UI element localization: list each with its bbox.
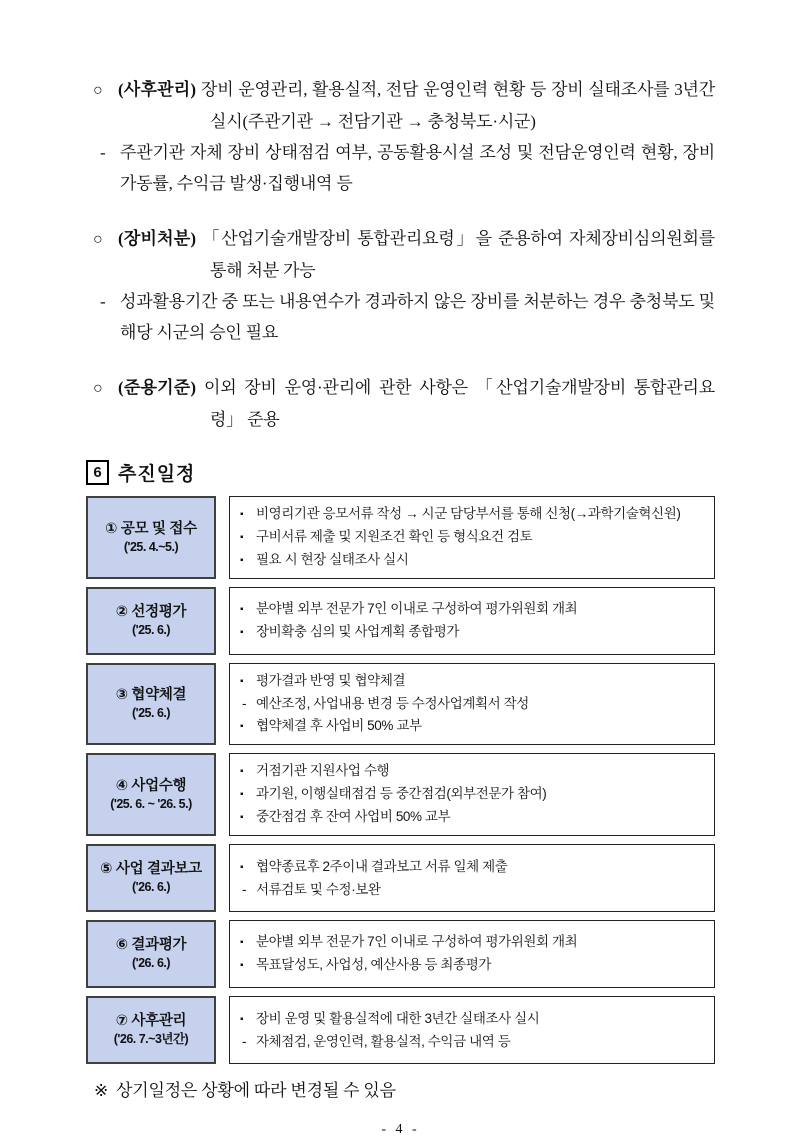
step-date: ('26. 6.) — [131, 956, 171, 970]
schedule-item — [240, 526, 704, 549]
square-bullet-icon: ▪ — [240, 766, 244, 777]
schedule-item-text: 협약체결 후 사업비 50% 교부 — [256, 718, 422, 733]
section-title-text: 추진일정 — [118, 464, 196, 485]
schedule-item — [240, 760, 704, 783]
square-bullet-icon: ▪ — [240, 627, 244, 638]
schedule-step-cell — [86, 920, 216, 988]
schedule-desc-cell — [229, 496, 715, 579]
schedule-item-text: 목표달성도, 사업성, 예산사용 등 최종평가 — [256, 957, 492, 972]
dash-bullet-icon: - — [242, 1033, 247, 1049]
step-label: ⑥ 결과평가 — [115, 937, 187, 953]
sub-item — [86, 286, 715, 348]
dash-bullet-icon: - — [100, 143, 106, 162]
schedule-item-text: 필요 시 현장 실태조사 실시 — [256, 552, 409, 567]
schedule-item — [240, 549, 704, 572]
step-label: ④ 사업수행 — [115, 777, 187, 794]
schedule-desc-cell — [229, 844, 715, 912]
schedule-item-text: 장비 운영 및 활용실적에 대한 3년간 실태조사 실시 — [256, 1010, 540, 1026]
bullet-text: 이외 장비 운영·관리에 관한 사항은 「산업기술개발장비 통합관리요령」 준용 — [204, 378, 715, 429]
square-bullet-icon: ▪ — [240, 960, 244, 971]
square-bullet-icon: ▪ — [240, 721, 244, 732]
square-bullet-icon: ▪ — [240, 1013, 244, 1025]
schedule-row — [86, 496, 715, 579]
schedule-row — [86, 587, 715, 655]
square-bullet-icon: ▪ — [240, 676, 244, 687]
schedule-item — [240, 670, 704, 693]
schedule-desc-cell — [229, 663, 715, 745]
step-label: ③ 협약체결 — [115, 687, 187, 703]
schedule-item — [240, 1031, 704, 1053]
reference-mark-icon: ※ — [94, 1081, 109, 1100]
sub-item-text: 주관기관 자체 장비 상태점검 여부, 공동활용시설 조성 및 전담운영인력 현황, 장비 가동률, 수익금 발생·집행내역 등 — [120, 143, 715, 193]
dash-bullet-icon: - — [100, 292, 106, 311]
schedule-step-cell — [86, 844, 216, 912]
schedule-step-cell — [86, 496, 216, 579]
bullet-text: 「산업기술개발장비 통합관리요령」을 준용하여 자체장비심의원회를 통해 처분 가능 — [202, 229, 715, 280]
schedule-item — [240, 954, 704, 977]
schedule-row — [86, 920, 715, 988]
dash-bullet-icon: - — [242, 696, 247, 711]
schedule-item — [240, 621, 704, 644]
sub-item — [86, 137, 715, 199]
section-title — [86, 459, 715, 486]
bullet-label: (사후관리) — [118, 80, 197, 99]
square-bullet-icon: ▪ — [240, 812, 244, 823]
square-bullet-icon: ▪ — [240, 604, 244, 615]
schedule-step-cell — [86, 753, 216, 836]
schedule-step-cell — [86, 587, 216, 655]
step-date: ('25. 6. ~ '26. 5.) — [110, 796, 192, 811]
schedule-row — [86, 663, 715, 745]
schedule-table — [86, 496, 715, 1064]
schedule-item — [240, 693, 704, 715]
schedule-desc-cell — [229, 996, 715, 1064]
bullet-item-equipment-disposal — [86, 223, 715, 348]
schedule-desc-cell — [229, 587, 715, 655]
schedule-item-text: 서류검토 및 수정·보완 — [256, 881, 381, 897]
schedule-item-text: 중간점검 후 잔여 사업비 50% 교부 — [256, 809, 451, 824]
schedule-item-text: 분야별 외부 전문가 7인 이내로 구성하여 평가위원회 개최 — [256, 601, 578, 616]
circle-bullet-icon: ○ — [93, 82, 103, 99]
step-date: ('25. 6.) — [131, 706, 171, 720]
schedule-row — [86, 753, 715, 836]
schedule-item-text: 분야별 외부 전문가 7인 이내로 구성하여 평가위원회 개최 — [256, 934, 578, 949]
sub-item-text: 성과활용기간 중 또는 내용연수가 경과하지 않은 장비를 처분하는 경우 충청북도 및 해당 시군의 승인 필요 — [120, 292, 715, 342]
schedule-item — [240, 856, 704, 879]
schedule-row — [86, 996, 715, 1064]
schedule-item-text: 구비서류 제출 및 지원조건 확인 등 형식요건 검토 — [256, 529, 533, 544]
step-label: ① 공모 및 접수 — [105, 520, 197, 537]
step-date: ('26. 7.~3년간) — [113, 1032, 189, 1046]
square-bullet-icon: ▪ — [240, 555, 244, 566]
bullet-label: (장비처분) — [118, 229, 197, 248]
square-bullet-icon: ▪ — [240, 861, 244, 873]
section-number-box: 6 — [86, 460, 109, 485]
schedule-item-text: 평가결과 반영 및 협약체결 — [256, 673, 406, 688]
bullet-item-applicable-standard — [86, 372, 715, 435]
step-label: ② 선정평가 — [115, 604, 187, 620]
schedule-item — [240, 715, 704, 738]
note-text: 상기일정은 상황에 따라 변경될 수 있음 — [116, 1081, 396, 1100]
bullet-paragraph — [86, 223, 715, 286]
schedule-step-cell — [86, 663, 216, 745]
square-bullet-icon: ▪ — [240, 509, 244, 520]
square-bullet-icon: ▪ — [240, 789, 244, 800]
schedule-desc-cell — [229, 753, 715, 836]
schedule-item — [240, 806, 704, 829]
bullet-item-post-management — [86, 74, 715, 199]
schedule-item-text: 자체점검, 운영인력, 활용실적, 수익금 내역 등 — [256, 1033, 511, 1049]
dash-bullet-icon: - — [242, 881, 247, 897]
step-label: ⑦ 사후관리 — [115, 1013, 187, 1029]
schedule-item — [240, 879, 704, 901]
step-date: ('26. 6.) — [131, 880, 171, 894]
bullet-paragraph — [86, 372, 715, 435]
schedule-item-text: 예산조정, 사업내용 변경 등 수정사업계획서 작성 — [256, 696, 529, 711]
schedule-item — [240, 1008, 704, 1031]
schedule-item-text: 비영리기관 응모서류 작성 → 시군 담당부서를 통해 신청(→과학기술혁신원) — [256, 506, 681, 521]
step-date: ('25. 6.) — [131, 623, 171, 637]
schedule-item — [240, 598, 704, 621]
circle-bullet-icon: ○ — [93, 231, 103, 248]
square-bullet-icon: ▪ — [240, 937, 244, 948]
schedule-item-text: 협약종료후 2주이내 결과보고 서류 일체 제출 — [256, 858, 508, 874]
schedule-item — [240, 783, 704, 806]
square-bullet-icon: ▪ — [240, 532, 244, 543]
page-number: - 4 - — [381, 1122, 420, 1137]
schedule-change-note — [94, 1076, 715, 1106]
schedule-item-text: 거점기관 지원사업 수행 — [256, 763, 390, 778]
schedule-item — [240, 503, 704, 526]
step-date: ('25. 4.~5.) — [123, 539, 179, 554]
circle-bullet-icon: ○ — [93, 380, 103, 397]
schedule-item — [240, 931, 704, 954]
schedule-item-text: 장비확충 심의 및 사업계획 종합평가 — [256, 624, 460, 639]
schedule-row — [86, 844, 715, 912]
schedule-desc-cell — [229, 920, 715, 988]
step-label: ⑤ 사업 결과보고 — [100, 861, 202, 877]
bullet-text: 장비 운영관리, 활용실적, 전담 운영인력 현황 등 장비 실태조사를 3년간 실시(주관기관 → 전담기관 → 충청북도·시군) — [201, 80, 715, 131]
bullet-label: (준용기준) — [118, 378, 197, 397]
schedule-step-cell — [86, 996, 216, 1064]
bullet-paragraph — [86, 74, 715, 137]
schedule-item-text: 과기원, 이행실태점검 등 중간점검(외부전문가 참여) — [256, 786, 547, 801]
